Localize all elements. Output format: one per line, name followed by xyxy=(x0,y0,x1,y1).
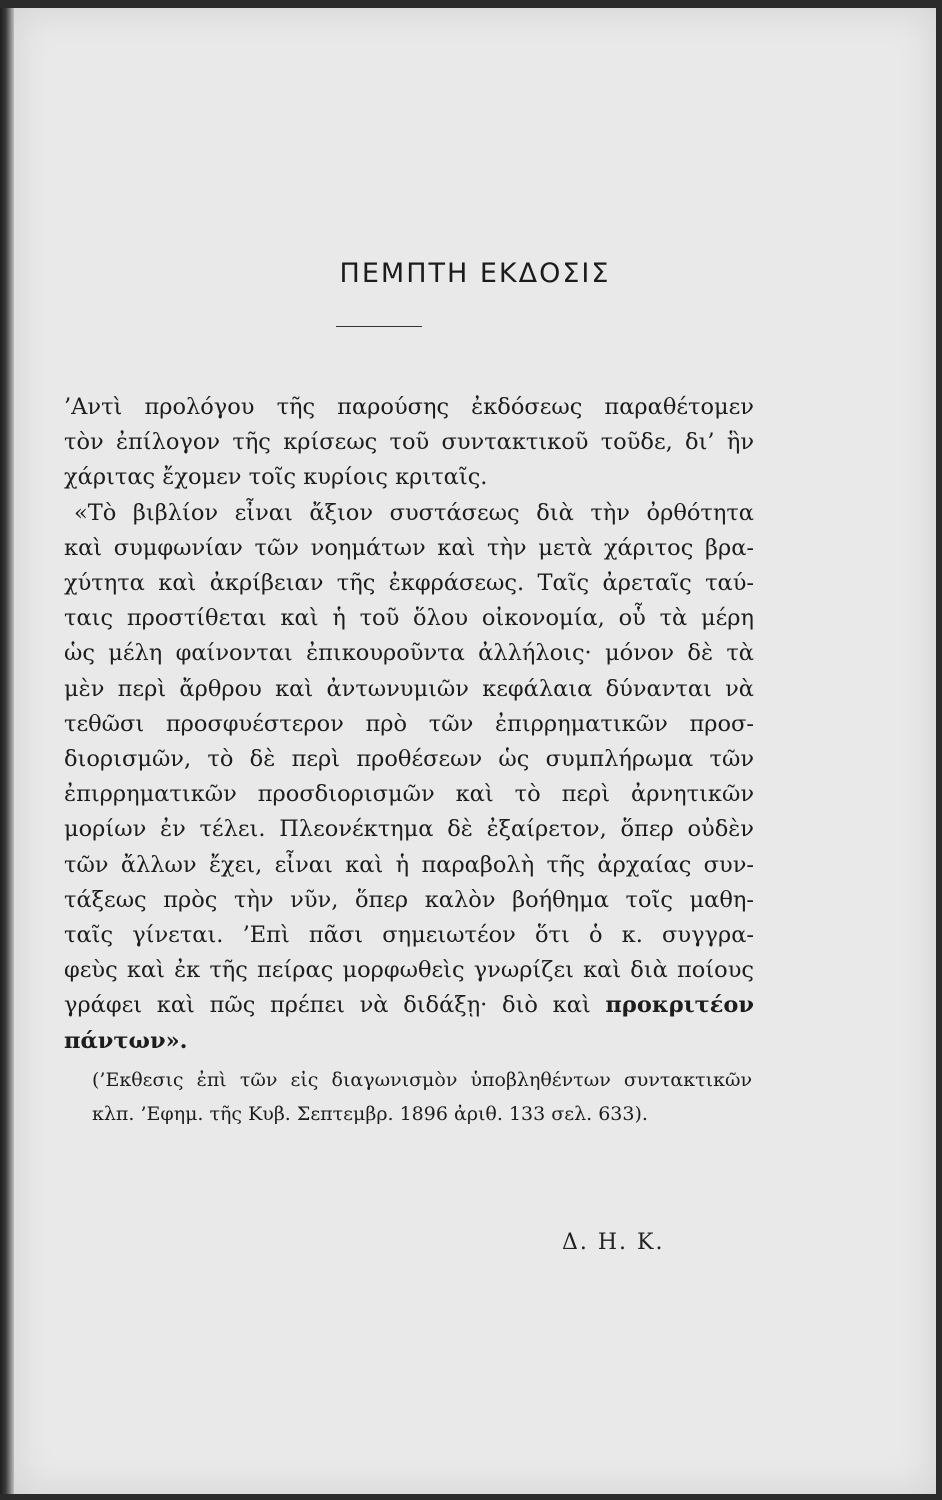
text-line: πάντων». xyxy=(64,1027,188,1054)
text-line-part: γράφει καὶ πῶς πρέπει νὰ διδάξῃ· διὸ καὶ xyxy=(64,992,591,1019)
text-line: χάριτας ἔχομεν τοῖς κυρίοις κριταῖς. xyxy=(64,464,488,491)
text-line: τεθῶσι προσφυέστερον πρὸ τῶν ἐπιρρηματικῶν προσ- xyxy=(64,710,754,737)
text-line: χύτητα καὶ ἀκρίβειαν τῆς ἐκφράσεως. Ταῖς ἀρεταῖς ταύ- xyxy=(64,570,754,597)
signature: Δ. Η. Κ. xyxy=(562,1230,665,1255)
text-line: «Τὸ βιβλίον εἶναι ἄξιον συστάσεως διὰ τὴν ὀρθότητα xyxy=(74,499,754,526)
text-line: ἐπιρρηματικῶν προσδιορισμῶν καὶ τὸ περὶ ἀρνητικῶν xyxy=(64,781,754,808)
citation xyxy=(92,1063,752,1131)
text-line: ταις προστίθεται καὶ ἡ τοῦ ὅλου οἰκονομία, οὗ τὰ μέρη xyxy=(64,605,754,632)
text-line: ὡς μέλη φαίνονται ἐπικουροῦντα ἀλλήλοις· μόνον δὲ τὰ xyxy=(64,640,754,667)
book-spine-edge xyxy=(0,8,14,1494)
citation-line: (’Εκθεσις ἐπὶ τῶν εἰς διαγωνισμὸν ὑποβληθέντων συντακτικῶν xyxy=(92,1069,752,1091)
text-line: ταῖς γίνεται. ’Επὶ πᾶσι σημειωτέον ὅτι ὁ κ. συγγρα- xyxy=(64,922,754,949)
text-line: τῶν ἄλλων ἔχει, εἶναι καὶ ἡ παραβολὴ τῆς ἀρχαίας συν- xyxy=(64,851,754,878)
text-line: μορίων ἐν τέλει. Πλεονέκτημα δὲ ἐξαίρετον, ὅπερ οὐδὲν xyxy=(64,816,754,843)
text-line: τὸν ἐπίλογον τῆς κρίσεως τοῦ συντακτικοῦ τοῦδε, δι’ ἣν xyxy=(64,429,754,456)
text-line xyxy=(64,988,754,1023)
text-line: μὲν περὶ ἄρθρου καὶ ἀντωνυμιῶν κεφάλαια δύνανται νὰ xyxy=(64,675,754,702)
emphasis-text: προκριτέον xyxy=(605,992,755,1019)
text-line: καὶ συμφωνίαν τῶν νοημάτων καὶ τὴν μετὰ χάριτος βρα- xyxy=(64,534,754,561)
title-rule xyxy=(336,326,422,327)
text-line: φεὺς καὶ ἐκ τῆς πείρας μορφωθεὶς γνωρίζει καὶ διὰ ποίους xyxy=(64,957,754,984)
page-title: ΠΕΜΠΤΗ ΕΚΔΟΣΙΣ xyxy=(339,258,611,289)
text-line: τάξεως πρὸς τὴν νῦν, ὅπερ καλὸν βοήθημα τοῖς μαθη- xyxy=(64,886,754,913)
text-line: ’Αντὶ προλόγου τῆς παρούσης ἐκδόσεως παραθέτομεν xyxy=(64,394,754,420)
citation-line: κλπ. ’Εφημ. τῆς Κυβ. Σεπτεμβρ. 1896 ἀριθ. 133 σελ. 633). xyxy=(92,1103,648,1125)
text-line: διορισμῶν, τὸ δὲ περὶ προθέσεων ὡς συμπλήρωμα τῶν xyxy=(64,746,754,773)
book-page xyxy=(14,8,936,1494)
body-text xyxy=(64,390,754,1059)
